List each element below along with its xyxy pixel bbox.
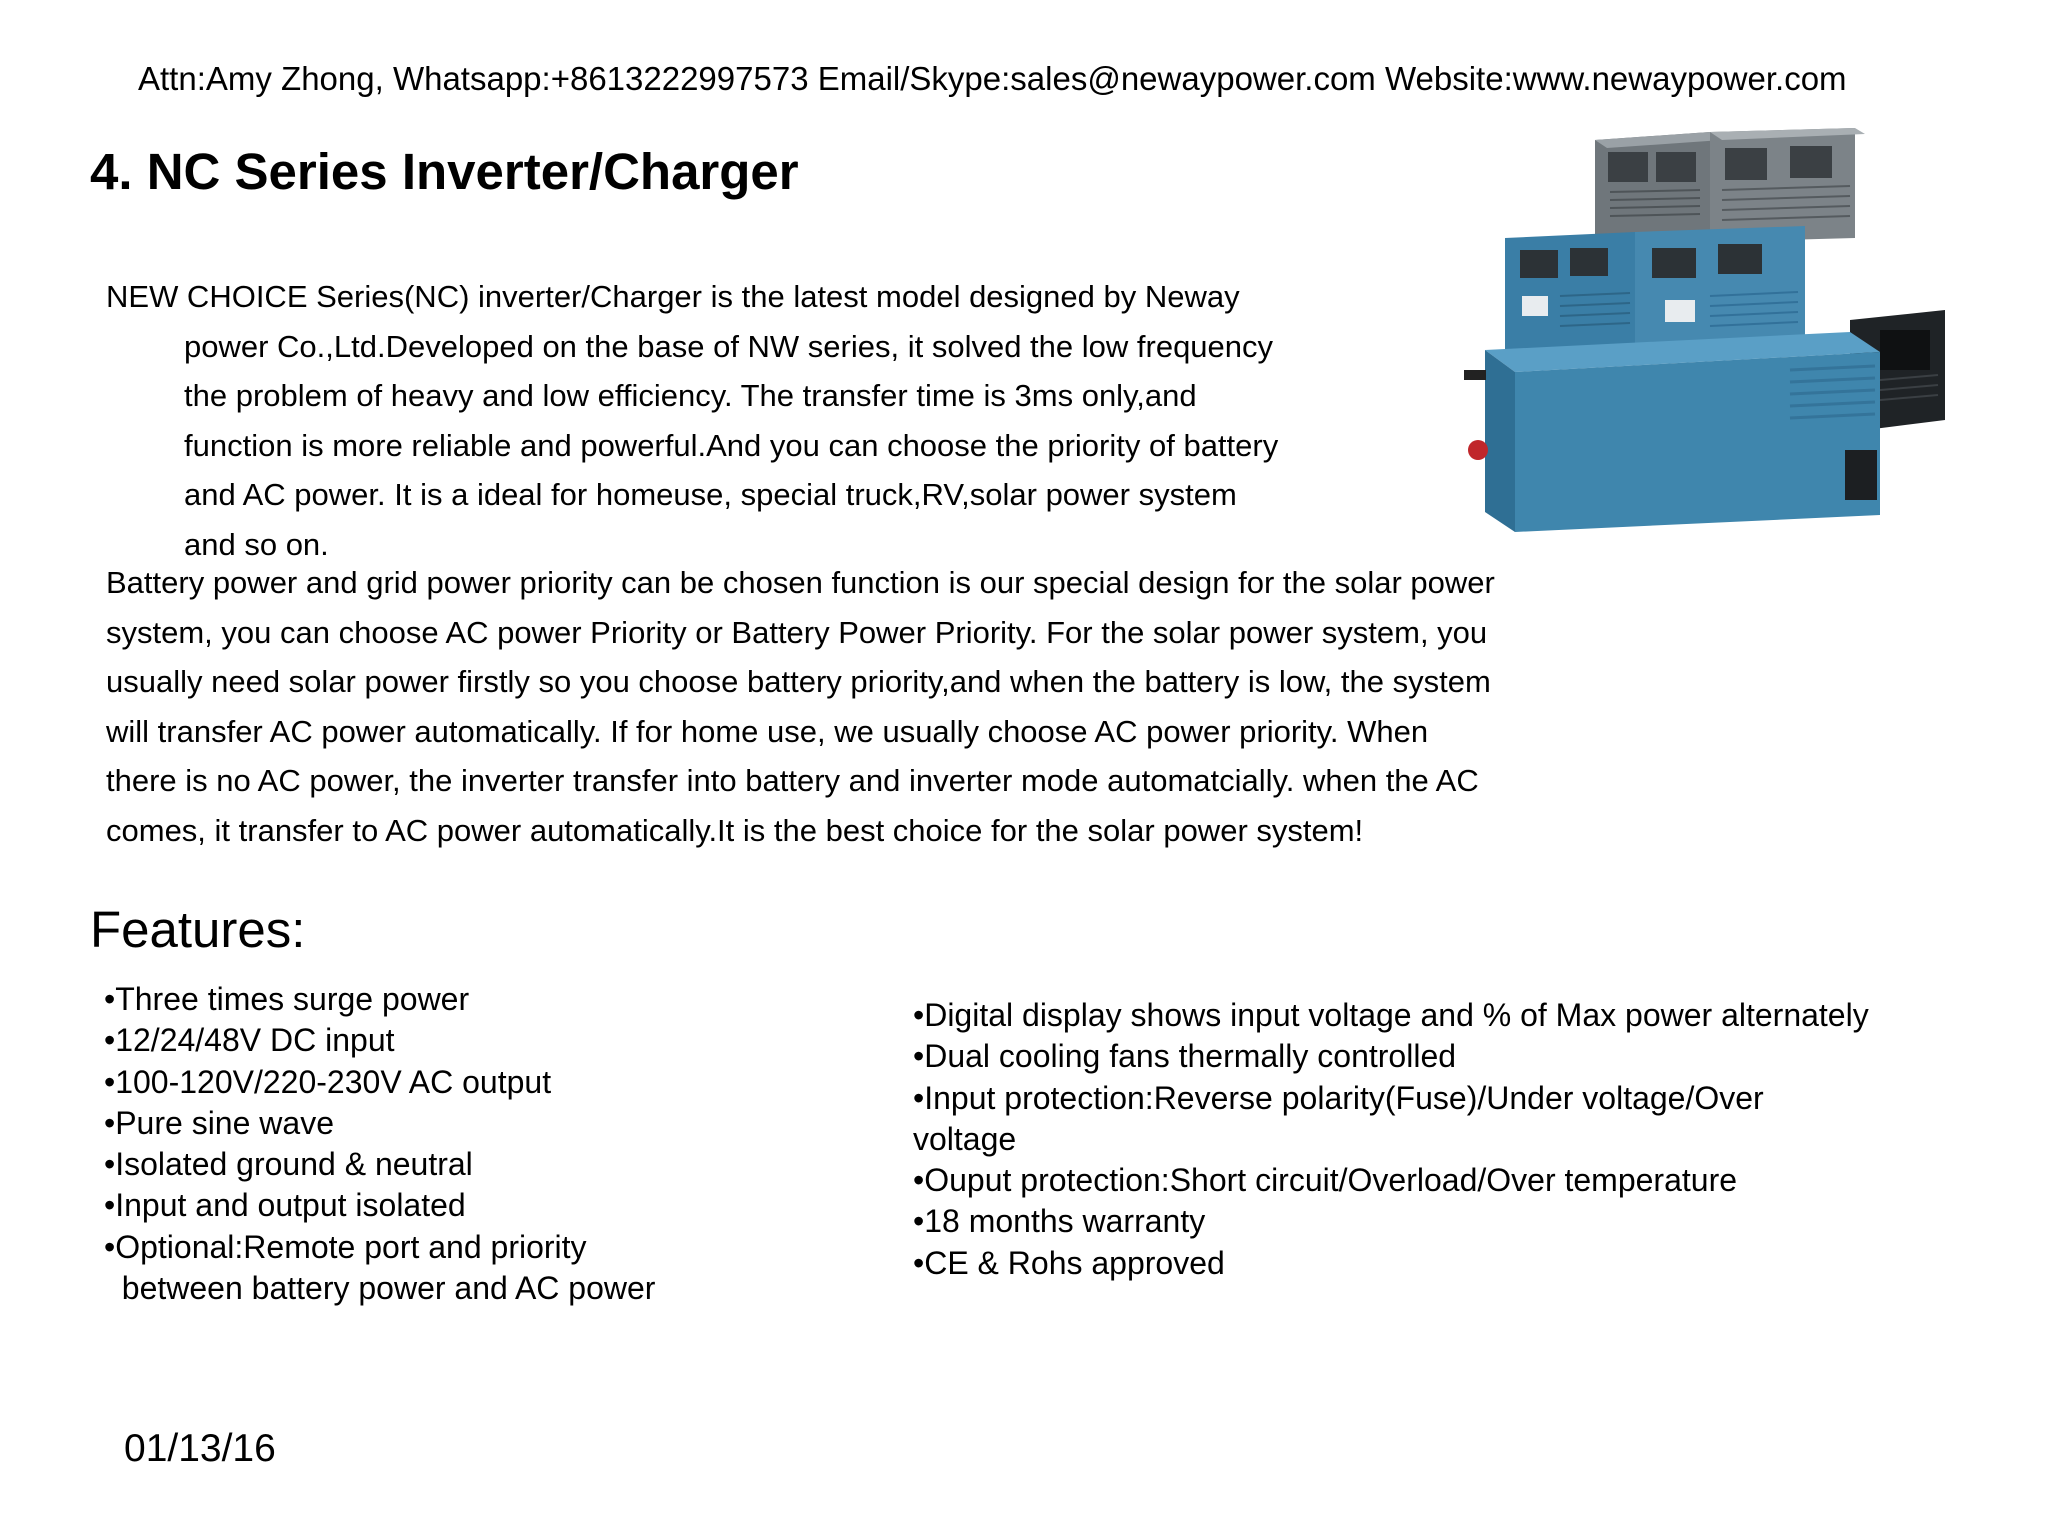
priority-paragraph <box>106 558 1726 856</box>
priority-line: will transfer AC power automatically. If for home use, we usually choose AC power priority. When <box>106 713 1429 749</box>
intro-line: the problem of heavy and low efficiency. The transfer time is 3ms only,and <box>184 378 1197 414</box>
contact-info: Attn:Amy Zhong, Whatsapp:+8613222997573 Email/Skype:sales@newaypower.com Website:www.newaypower.com <box>138 60 1847 97</box>
intro-line: power Co.,Ltd.Developed on the base of NW series, it solved the low frequency <box>184 328 1274 364</box>
feature-item: voltage <box>913 1120 1017 1157</box>
feature-item: •Optional:Remote port and priority <box>104 1228 587 1265</box>
silver-inverter-unit <box>1595 132 1722 238</box>
intro-line: function is more reliable and powerful.And you can choose the priority of battery <box>184 427 1279 463</box>
blue-inverter-unit <box>1505 232 1635 356</box>
inverter-product-image <box>1460 120 1980 545</box>
priority-line: system, you can choose AC power Priority or Battery Power Priority. For the solar power system, you <box>106 614 1488 650</box>
feature-item: •100-120V/220-230V AC output <box>104 1063 552 1100</box>
large-blue-inverter-unit <box>1464 332 1880 532</box>
feature-item: •Ouput protection:Short circuit/Overload/Over temperature <box>913 1162 1738 1199</box>
priority-line: Battery power and grid power priority can be chosen function is our special design for the solar power <box>106 565 1495 600</box>
feature-item: •18 months warranty <box>913 1203 1206 1240</box>
feature-item: between battery power and AC power <box>104 1270 656 1307</box>
feature-item: •CE & Rohs approved <box>913 1244 1225 1281</box>
feature-item: •12/24/48V DC input <box>104 1022 395 1059</box>
features-list-right <box>913 995 1869 1284</box>
feature-item: •Input and output isolated <box>104 1187 466 1224</box>
priority-line: usually need solar power firstly so you choose battery priority,and when the battery is low, the system <box>106 664 1491 700</box>
feature-item: •Three times surge power <box>104 981 470 1017</box>
feature-item: •Digital display shows input voltage and % of Max power alternately <box>913 997 1869 1033</box>
feature-item: •Pure sine wave <box>104 1104 334 1141</box>
features-heading: Features: <box>90 901 306 958</box>
priority-line: comes, it transfer to AC power automatically.It is the best choice for the solar power system! <box>106 812 1364 848</box>
priority-line: there is no AC power, the inverter transfer into battery and inverter mode automatcially. when the AC <box>106 763 1479 799</box>
features-list-left <box>104 979 655 1309</box>
footer-date: 01/13/16 <box>124 1427 276 1470</box>
page-title: 4. NC Series Inverter/Charger <box>90 143 799 200</box>
intro-line: and AC power. It is a ideal for homeuse, special truck,RV,solar power system <box>184 477 1237 513</box>
feature-item: •Isolated ground & neutral <box>104 1146 473 1183</box>
feature-item: •Dual cooling fans thermally controlled <box>913 1038 1457 1075</box>
intro-line: and so on. <box>184 526 329 562</box>
intro-line: NEW CHOICE Series(NC) inverter/Charger is the latest model designed by Neway <box>106 279 1240 314</box>
silver-inverter-unit <box>1710 128 1865 242</box>
intro-paragraph <box>106 272 1446 570</box>
feature-item: •Input protection:Reverse polarity(Fuse)/Under voltage/Over <box>913 1079 1764 1116</box>
